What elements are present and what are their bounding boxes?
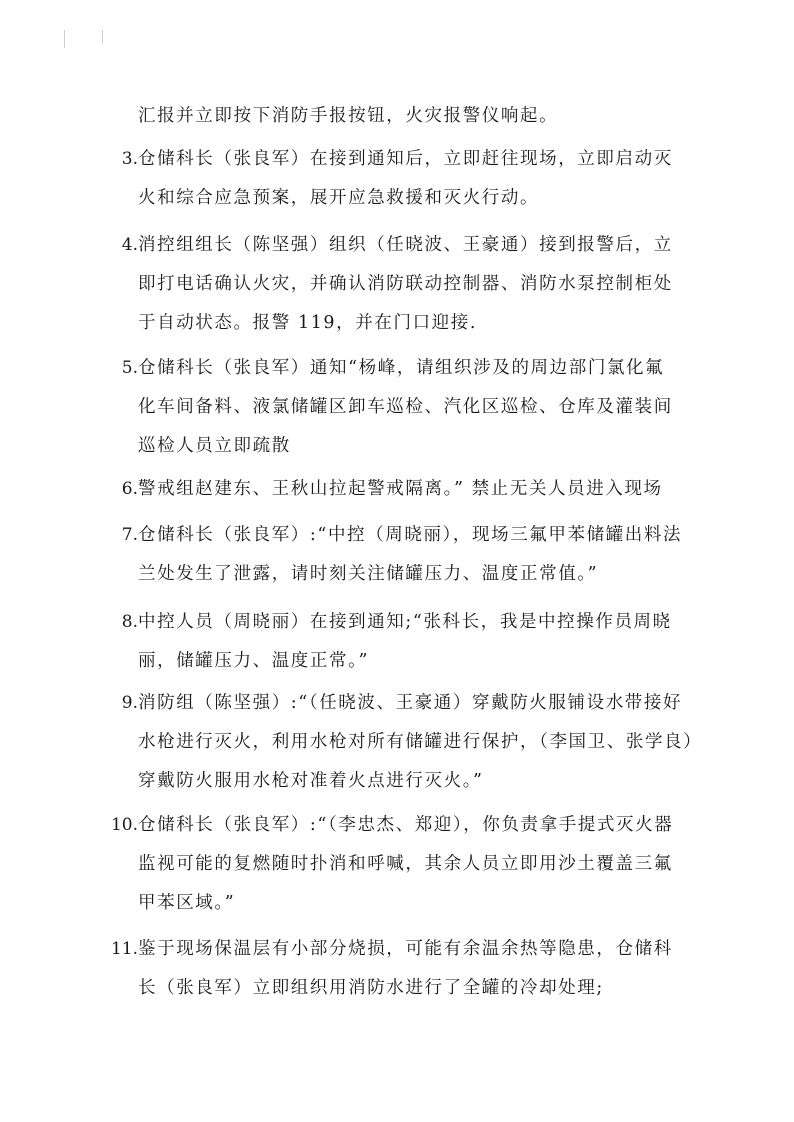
list-item [104,930,673,1008]
item-line: 鉴于现场保温层有小部分烧损，可能有余温余热等隐患，仓储科 [138,939,673,959]
item-line: 仓储科长（张良军）:“（李忠杰、郑迎），你负责拿手提式灭火器 [138,815,674,835]
list-item [104,516,683,594]
item-line: 长（张良军）立即组织用消防水进行了全罐的冷却处理; [138,978,604,998]
item-line: 即打电话确认火灾，并确认消防联动控制器、消防水泵控制柜处 [138,274,673,294]
scan-mark [102,30,103,44]
item-line: 水枪进行灭火，利用水枪对所有储罐进行保护，（李国卫、张学良） [138,732,703,752]
item-line: 仓储科长（张良军）在接到通知后，立即赶往现场，立即启动灭 [138,149,673,169]
continuation-line: 汇报并立即按下消防手报按钮，火灾报警仪响起。 [138,106,559,126]
item-line: 消防组（陈坚强）:“（任晓波、王豪通）穿戴防火服铺设水带接好 [138,693,683,713]
item-line: 警戒组赵建东、王秋山拉起警戒隔离。” 禁止无关人员进入现场 [138,479,663,499]
list-item [104,140,673,218]
item-line: 甲苯区域。” [138,893,236,913]
list-item [104,470,664,509]
item-line: 监视可能的复燃随时扑消和呼喊，其余人员立即用沙土覆盖三氟 [138,854,673,874]
list-item [104,806,674,923]
item-number: 7. [121,525,138,545]
item-line: 消控组组长（陈坚强）组织（任晓波、王豪通）接到报警后，立 [138,235,673,255]
list-item [104,349,673,466]
item-number: 8. [121,612,138,632]
list-item [104,684,703,801]
item-line: 穿戴防火服用水枪对准着火点进行灭火。” [138,771,484,791]
item-line: 兰处发生了泄露，请时刻关注储罐压力、温度正常值。” [138,564,599,584]
item-line: 仓储科长（张良军）:“中控（周晓丽），现场三氟甲苯储罐出料法 [138,525,683,545]
item-number: 10. [110,815,138,835]
item-number: 5. [121,358,138,378]
item-line: 化车间备料、液氯储罐区卸车巡检、汽化区巡检、仓库及灌装间 [138,397,673,417]
item-number: 11. [110,939,138,959]
item-line: 仓储科长（张良军）通知“杨峰，请组织涉及的周边部门氯化氟 [138,358,665,378]
item-line: 于自动状态。报警 119，并在门口迎接. [138,313,478,333]
item-number: 9. [121,693,138,713]
item-number: 6. [121,479,138,499]
list-item [104,226,673,343]
item-number: 4. [121,235,138,255]
item-line: 中控人员（周晓丽）在接到通知;“张科长，我是中控操作员周晓 [138,612,672,632]
item-line: 丽，储罐压力、温度正常。” [138,651,369,671]
item-number: 3. [121,149,138,169]
scan-mark [64,30,65,48]
list-item [104,603,672,681]
item-line: 火和综合应急预案，展开应急救援和灭火行动。 [138,188,540,208]
item-line: 巡检人员立即疏散 [138,436,291,456]
